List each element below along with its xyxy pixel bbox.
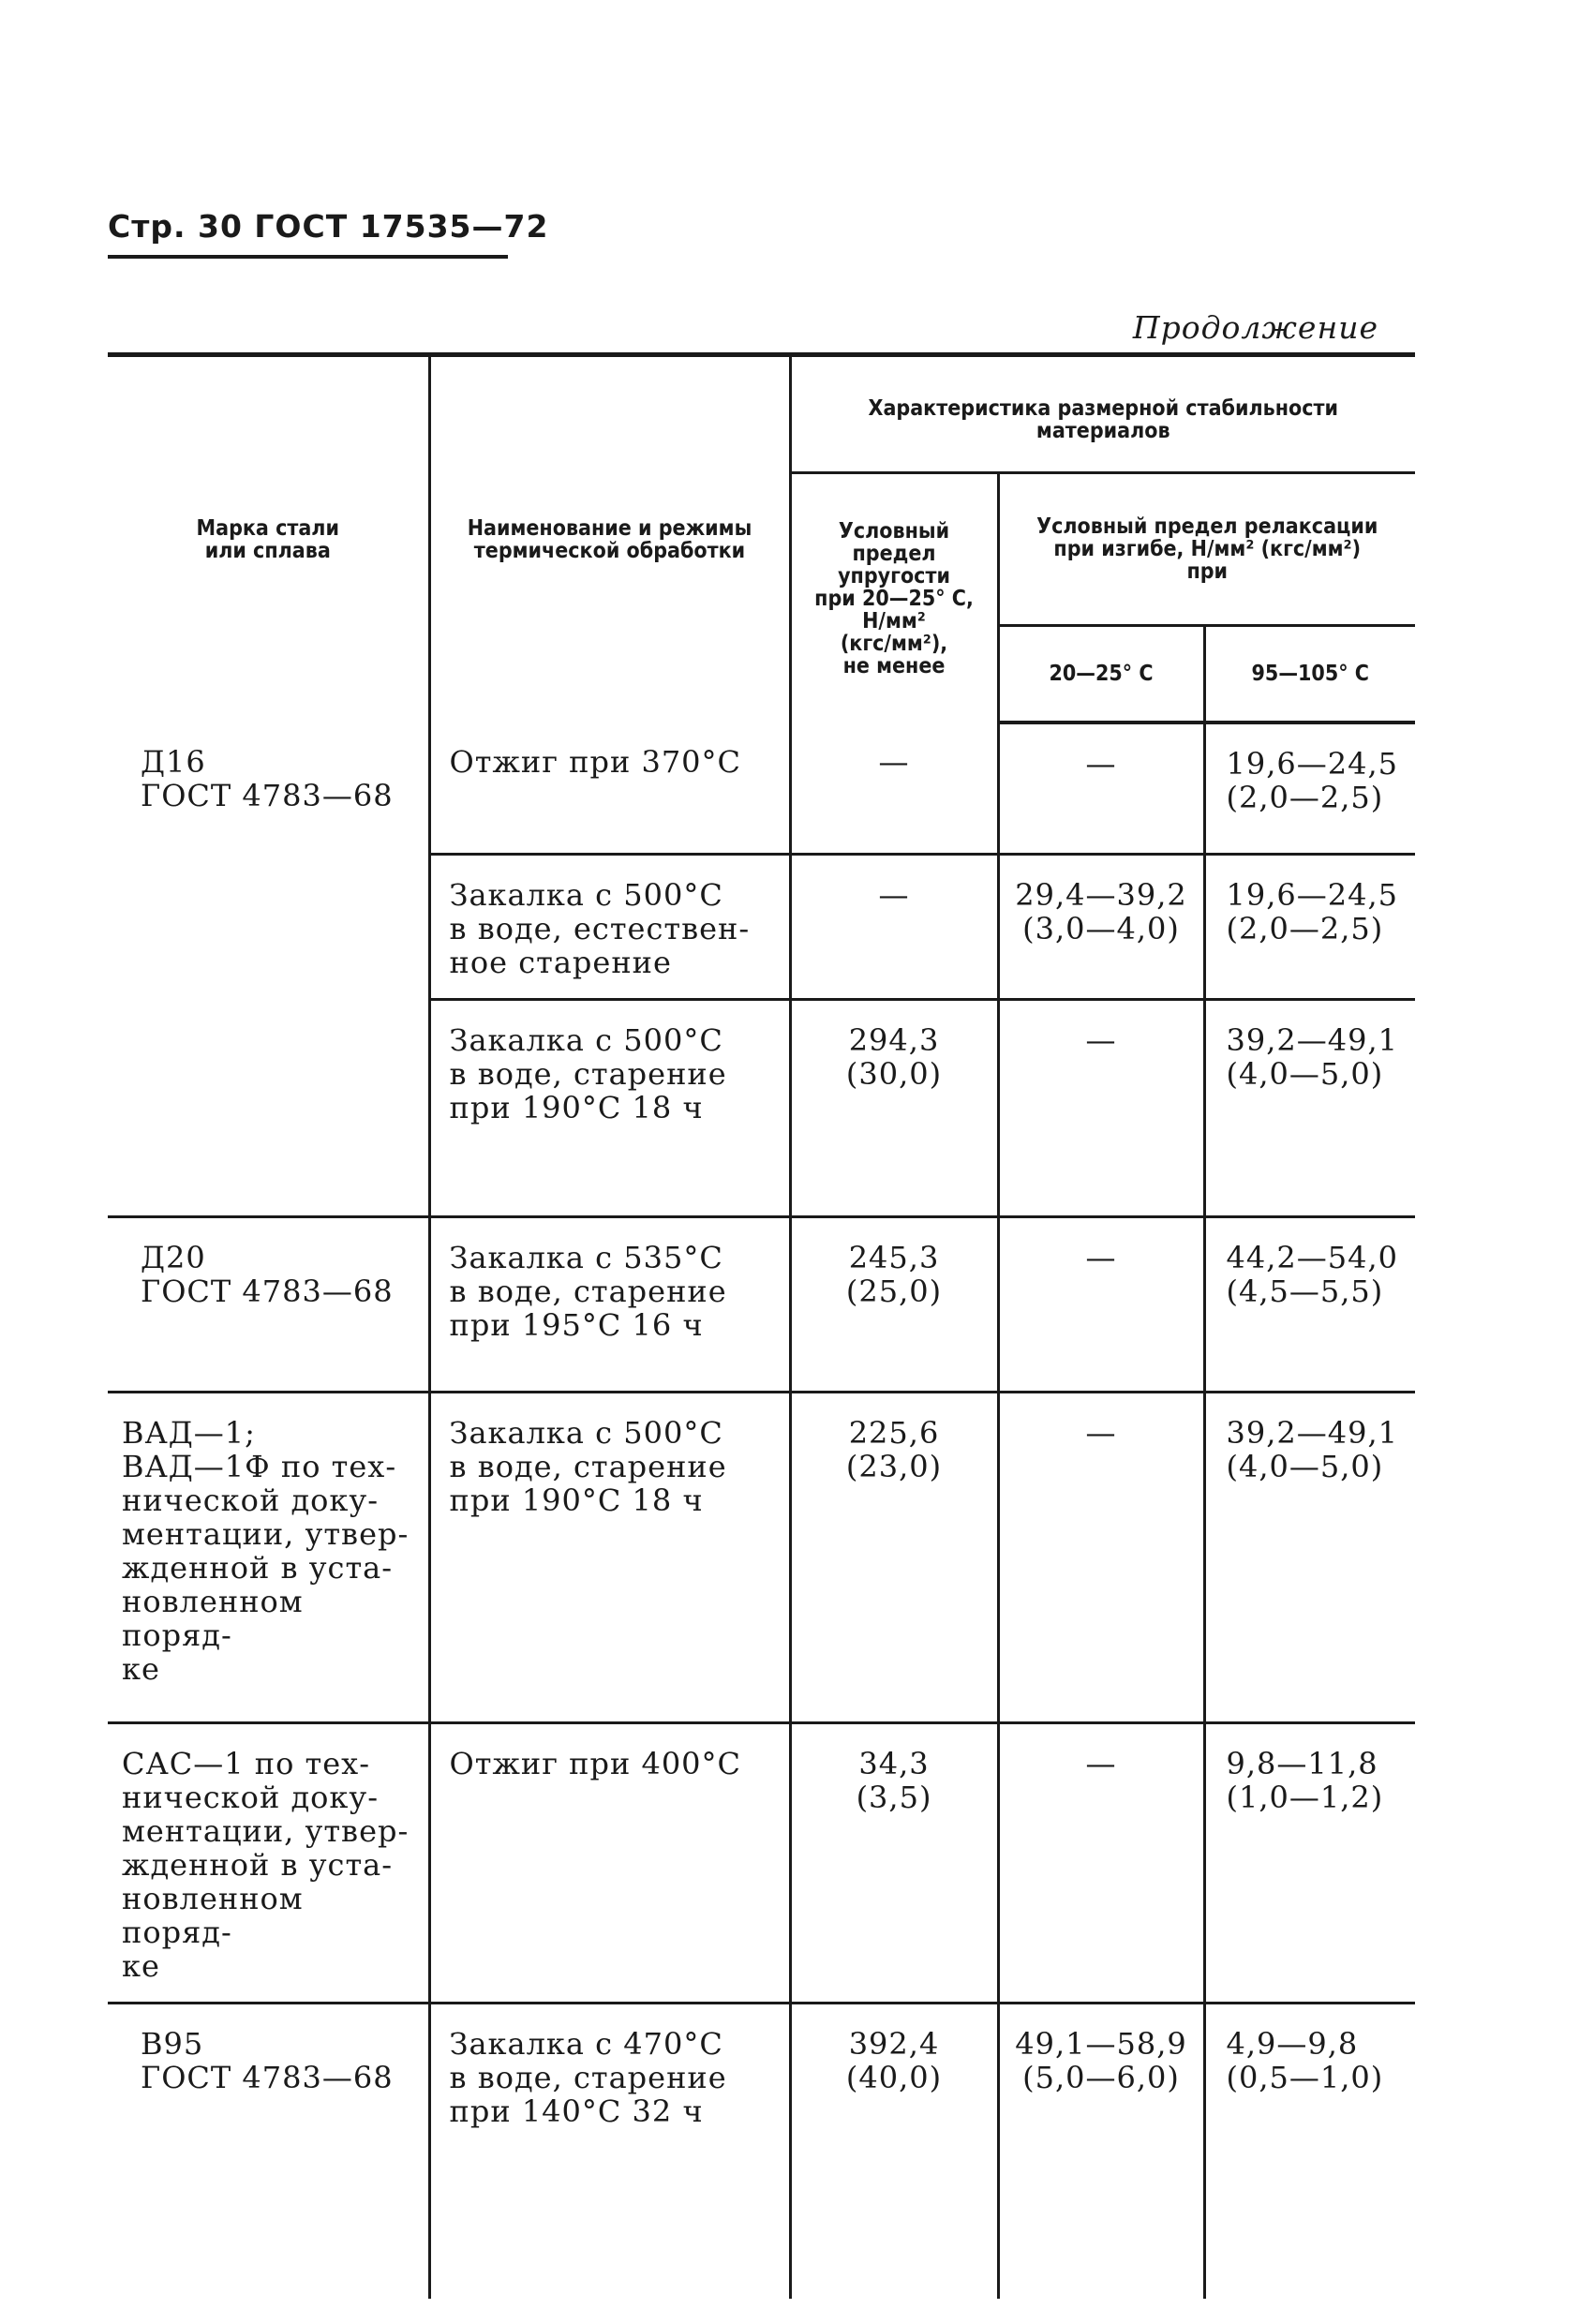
continuation-label: Продолжение: [1132, 309, 1378, 346]
grade-line: нической доку-: [122, 1482, 380, 1518]
cell-line: (5,0—6,0): [1022, 2059, 1180, 2095]
grade-line: ГОСТ 4783—68: [141, 2059, 394, 2095]
cell-line: 245,3: [848, 1239, 940, 1275]
cell-line: в воде, старение: [449, 2059, 727, 2095]
cell-line: 9,8—11,8: [1226, 1745, 1378, 1781]
cell-line: (30,0): [845, 1055, 943, 1092]
table-row: [108, 2003, 1415, 2299]
cell-line: Закалка с 500°С: [449, 876, 723, 913]
table-row: [108, 1392, 1415, 1722]
cell-line: 225,6: [848, 1414, 940, 1451]
relaxation-20-25-cell: [998, 2003, 1204, 2299]
elasticity-cell: [790, 1216, 998, 1392]
page-header: Стр. 30 ГОСТ 17535—72: [108, 208, 549, 245]
cell-line: (23,0): [845, 1448, 943, 1484]
header-line: или сплава: [204, 539, 331, 563]
treatment-cell: [429, 1392, 790, 1722]
cell-line: (25,0): [845, 1273, 943, 1309]
cell-line: 39,2—49,1: [1226, 1021, 1398, 1058]
header-rule: [108, 255, 508, 259]
relaxation-95-105-cell: [1204, 1216, 1415, 1392]
elasticity-cell: [790, 1722, 998, 2003]
grade-line: ментации, утвер-: [122, 1515, 410, 1552]
table-row: [108, 723, 1415, 854]
header-stability: [790, 355, 1415, 473]
grade-line: ке: [122, 1947, 160, 1984]
cell-line: (2,0—2,5): [1226, 780, 1384, 815]
treatment-cell: [429, 999, 790, 1216]
relaxation-95-105-cell: [1204, 1722, 1415, 2003]
cell-line: —: [1085, 1745, 1117, 1781]
header-temp-20-25: 20—25° С: [998, 626, 1204, 723]
cell-line: 4,9—9,8: [1226, 2025, 1359, 2062]
cell-line: Отжиг при 400°С: [449, 1745, 742, 1781]
cell-line: —: [878, 744, 910, 780]
grade-cell: [108, 723, 429, 1216]
cell-line: (1,0—1,2): [1226, 1779, 1384, 1815]
cell-line: 39,2—49,1: [1226, 1414, 1398, 1451]
cell-line: (4,0—5,0): [1226, 1055, 1384, 1092]
header-line: Условный: [838, 518, 950, 544]
header-line: не менее: [842, 653, 946, 678]
grade-line: жденной в уста-: [122, 1846, 394, 1883]
cell-line: —: [1085, 1239, 1117, 1275]
relaxation-20-25-cell: [998, 1216, 1204, 1392]
relaxation-95-105-cell: [1204, 999, 1415, 1216]
header-line: Условный предел релаксации: [1036, 514, 1378, 539]
cell-line: Закалка с 500°С: [449, 1021, 723, 1058]
elasticity-cell: [790, 1392, 998, 1722]
header-line: (кгс/мм²),: [840, 631, 948, 656]
table-row: [108, 1216, 1415, 1392]
header-line: термической обработки: [473, 539, 746, 563]
cell-line: —: [1085, 1021, 1117, 1058]
grade-line: Д16: [141, 744, 206, 780]
cell-line: ное старение: [449, 944, 672, 980]
header-relaxation: [998, 473, 1415, 626]
treatment-cell: [429, 1216, 790, 1392]
grade-cell: [108, 1722, 429, 2003]
relaxation-95-105-cell: [1204, 2003, 1415, 2299]
cell-line: при 140°С 32 ч: [449, 2093, 704, 2129]
grade-line: новленном поряд-: [122, 1880, 304, 1950]
cell-line: (2,0—2,5): [1226, 910, 1384, 946]
grade-cell: [108, 1392, 429, 1722]
cell-line: (3,5): [856, 1779, 932, 1815]
grade-line: новленном поряд-: [122, 1583, 304, 1653]
header-temp-95-105: 95—105° С: [1204, 626, 1415, 723]
header-line: при изгибе, Н/мм² (кгс/мм²): [1053, 537, 1362, 561]
stability-table: [108, 352, 1415, 2299]
grade-line: ВАД—1Ф по тех-: [122, 1448, 397, 1484]
grade-line: ВАД—1;: [122, 1414, 256, 1451]
grade-line: ке: [122, 1650, 160, 1687]
relaxation-20-25-cell: [998, 1392, 1204, 1722]
cell-line: Закалка с 500°С: [449, 1414, 723, 1451]
cell-line: в воде, старение: [449, 1055, 727, 1092]
grade-line: ГОСТ 4783—68: [141, 1273, 394, 1309]
cell-line: 34,3: [858, 1745, 930, 1781]
cell-line: (40,0): [845, 2059, 943, 2095]
cell-line: 19,6—24,5: [1226, 876, 1398, 913]
cell-line: в воде, естествен-: [449, 910, 751, 946]
table-row: [108, 1722, 1415, 2003]
grade-line: ментации, утвер-: [122, 1812, 410, 1849]
cell-line: —: [1085, 1414, 1117, 1451]
cell-line: —: [878, 876, 910, 913]
relaxation-20-25-cell: [998, 854, 1204, 999]
grade-line: нической доку-: [122, 1779, 380, 1815]
header-line: при 20—25° С,: [814, 586, 974, 611]
cell-line: в воде, старение: [449, 1273, 727, 1309]
grade-line: ГОСТ 4783—68: [141, 778, 394, 813]
table-header: [108, 355, 1415, 723]
treatment-cell: [429, 1722, 790, 2003]
cell-line: при 190°С 18 ч: [449, 1482, 704, 1518]
treatment-cell: [429, 854, 790, 999]
cell-line: (4,0—5,0): [1226, 1448, 1384, 1484]
header-line: Н/мм²: [862, 608, 926, 633]
cell-line: 19,6—24,5: [1226, 746, 1398, 782]
treatment-cell: [429, 723, 790, 854]
cell-line: в воде, старение: [449, 1448, 727, 1484]
cell-line: (4,5—5,5): [1226, 1273, 1384, 1309]
cell-line: при 195°С 16 ч: [449, 1306, 704, 1343]
grade-cell: [108, 2003, 429, 2299]
grade-line: САС—1 по тех-: [122, 1745, 370, 1781]
header-line: при: [1186, 559, 1229, 584]
cell-line: 294,3: [848, 1021, 940, 1058]
elasticity-cell: [790, 723, 998, 854]
header-line: предел: [852, 541, 936, 566]
grade-line: жденной в уста-: [122, 1549, 394, 1586]
grade-line: Д20: [141, 1239, 206, 1275]
cell-line: 49,1—58,9: [1015, 2025, 1187, 2062]
relaxation-20-25-cell: [998, 723, 1204, 854]
header-elasticity: [790, 473, 998, 723]
relaxation-95-105-cell: [1204, 723, 1415, 854]
cell-line: —: [1085, 746, 1117, 782]
elasticity-cell: [790, 2003, 998, 2299]
cell-line: (3,0—4,0): [1022, 910, 1180, 946]
relaxation-20-25-cell: [998, 999, 1204, 1216]
cell-line: Закалка с 470°С: [449, 2025, 723, 2062]
relaxation-20-25-cell: [998, 1722, 1204, 2003]
header-line: упругости: [838, 563, 950, 588]
cell-line: 29,4—39,2: [1015, 876, 1187, 913]
table-body: [108, 723, 1415, 2299]
cell-line: 392,4: [848, 2025, 940, 2062]
header-line: Марка стали: [196, 516, 339, 541]
relaxation-95-105-cell: [1204, 854, 1415, 999]
cell-line: 44,2—54,0: [1226, 1239, 1398, 1275]
header-line: Наименование и режимы: [467, 516, 752, 541]
cell-line: (0,5—1,0): [1226, 2059, 1384, 2095]
header-line: Характеристика размерной стабильности: [868, 396, 1338, 421]
header-grade: [108, 355, 429, 723]
grade-line: В95: [141, 2025, 204, 2062]
treatment-cell: [429, 2003, 790, 2299]
cell-line: Отжиг при 370°С: [449, 744, 742, 780]
elasticity-cell: [790, 854, 998, 999]
grade-cell: [108, 1216, 429, 1392]
cell-line: при 190°С 18 ч: [449, 1089, 704, 1125]
header-treatment: [429, 355, 790, 723]
cell-line: Закалка с 535°С: [449, 1239, 723, 1275]
relaxation-95-105-cell: [1204, 1392, 1415, 1722]
header-line: материалов: [1035, 419, 1170, 443]
elasticity-cell: [790, 999, 998, 1216]
